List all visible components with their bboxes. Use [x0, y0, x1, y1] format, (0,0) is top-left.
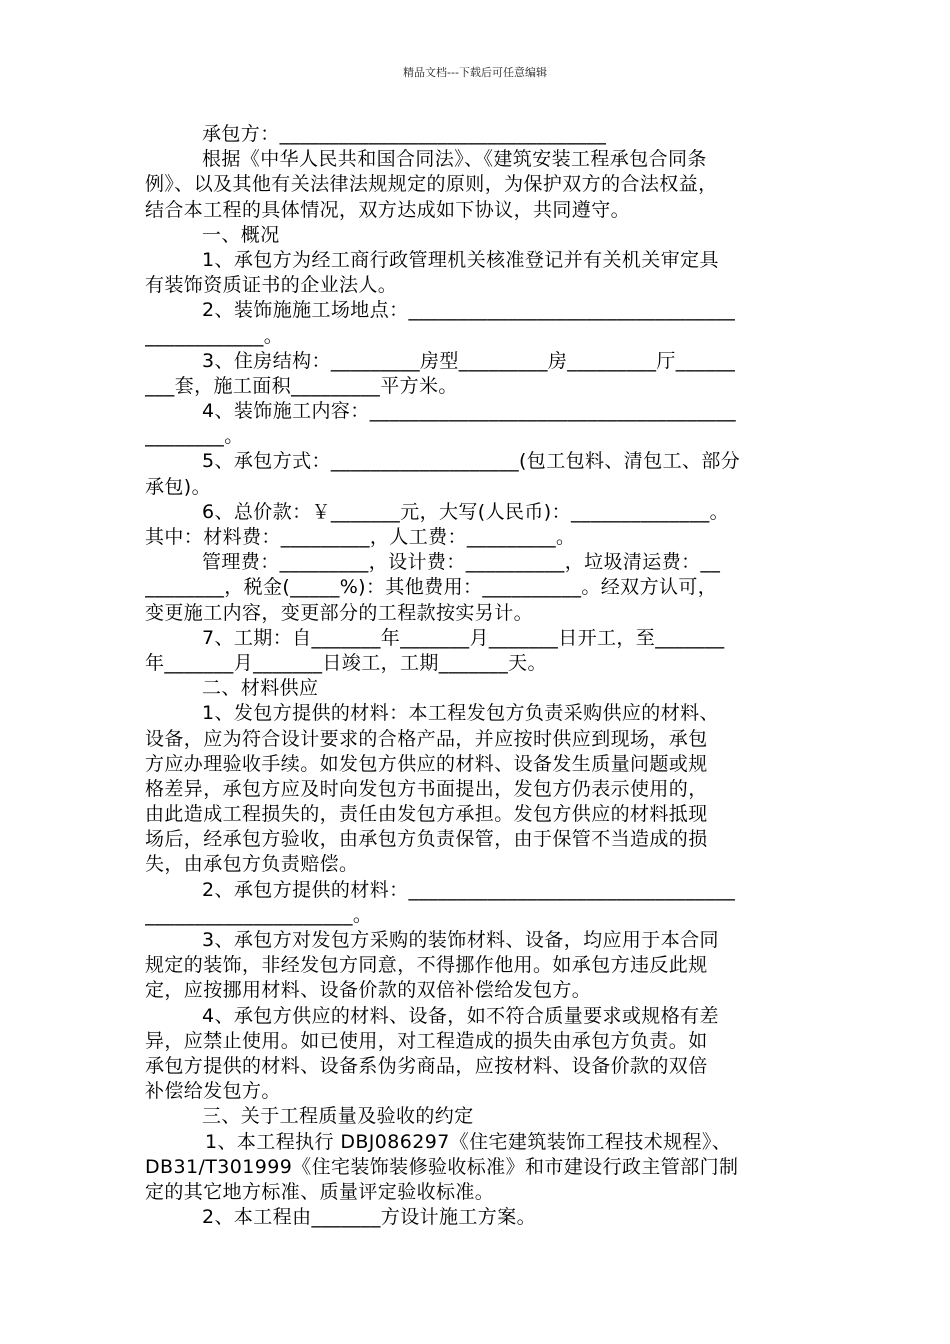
text-line: 承包)。 — [145, 475, 212, 498]
text-line: 4、承包方供应的材料、设备，如不符合质量要求或规格有差 — [202, 1004, 719, 1027]
text-line: ___套，施工面积_________平方米。 — [145, 374, 458, 397]
text-line: 其中：材料费：_________，人工费：_________。 — [145, 526, 576, 548]
text-line: 方应办理验收手续。如发包方供应的材料、设备发生质量问题或规 — [145, 752, 708, 775]
text-line: 格差异，承包方应及时向发包方书面提出，发包方仍表示使用的， — [145, 777, 708, 800]
text-line: 规定的装饰，非经发包方同意，不得挪作他用。如承包方违反此规 — [145, 954, 708, 977]
text-line: 补偿给发包方。 — [145, 1080, 281, 1103]
text-line: 一、概况 — [202, 223, 280, 246]
text-line: 承包方：_________________________________ — [202, 123, 607, 145]
text-line: 定的其它地方标准、质量评定验收标准。 — [145, 1180, 495, 1203]
text-line: 4、装饰施工内容：_____________________________________ — [202, 400, 736, 423]
text-line: 1、发包方提供的材料：本工程发包方负责采购供应的材料、 — [202, 702, 719, 725]
text-line: 设备，应为符合设计要求的合格产品，并应按时供应到现场，承包 — [145, 727, 708, 750]
text-line: 2、装饰施施工场地点：_________________________________ — [202, 299, 736, 322]
text-line: ________。 — [145, 425, 244, 448]
text-line: 管理费：_________，设计费：__________，垃圾清运费：__ — [202, 551, 721, 574]
text-line: 7、工期：自_______年_______月_______日开工，至_______ — [202, 626, 725, 649]
text-line: 结合本工程的具体情况，双方达成如下协议，共同遵守。 — [145, 198, 631, 221]
contract-body — [145, 122, 810, 1230]
text-line: 三、关于工程质量及验收的约定 — [202, 1105, 474, 1128]
text-line: 由此造成工程损失的，责任由发包方承担。发包方供应的材料抵现 — [145, 803, 708, 826]
text-line: 1、承包方为经工商行政管理机关核准登记并有关机关审定具 — [202, 248, 719, 271]
text-line: 3、承包方对发包方采购的装饰材料、设备，均应用于本合同 — [202, 929, 719, 951]
text-line: ____________。 — [145, 324, 284, 347]
text-line: 变更施工内容，变更部分的工程款按实另计。 — [145, 601, 534, 624]
text-line: 5、承包方式：___________________(包工包料、清包工、部分 — [202, 450, 741, 473]
text-line: 1、本工程执行 DBJ086297《住宅建筑装饰工程技术规程》、 — [205, 1130, 732, 1153]
text-line: 异，应禁止使用。如已使用，对工程造成的损失由承包方负责。如 — [145, 1029, 708, 1052]
text-line: 根据《中华人民共和国合同法》、《建筑安装工程承包合同条 — [202, 148, 707, 171]
text-line: DB31/T301999《住宅装饰装修验收标准》和市建设行政主管部门制 — [145, 1155, 739, 1178]
text-line: 年_______月_______日竣工，工期_______天。 — [145, 651, 547, 674]
text-line: _____________________。 — [145, 903, 373, 926]
text-line: 场后，经承包方验收，由承包方负责保管，由于保管不当造成的损 — [145, 828, 708, 851]
text-line: 有装饰资质证书的企业法人。 — [145, 274, 398, 297]
page-header: 精品文档---下载后可任意编辑 — [403, 66, 547, 79]
text-line: 定，应按挪用材料、设备价款的双倍补偿给发包方。 — [145, 979, 592, 1002]
text-line: 3、住房结构：_________房型_________房_________厅______ — [202, 349, 736, 372]
text-line: 6、总价款：￥_______元，大写(人民币)：______________。 — [202, 500, 730, 523]
text-line: 二、材料供应 — [202, 677, 319, 700]
text-line: 失，由承包方负责赔偿。 — [145, 853, 359, 876]
text-line: ________，税金(_____%)：其他费用：__________。经双方认可， — [145, 576, 718, 599]
text-line: 例》、以及其他有关法律法规规定的原则，为保护双方的合法权益， — [145, 173, 718, 196]
text-line: 2、本工程由_______方设计施工方案。 — [202, 1206, 536, 1229]
text-line: 2、承包方提供的材料：_________________________________ — [202, 878, 736, 901]
text-line: 承包方提供的材料、设备系伪劣商品，应按材料、设备价款的双倍 — [145, 1054, 708, 1077]
